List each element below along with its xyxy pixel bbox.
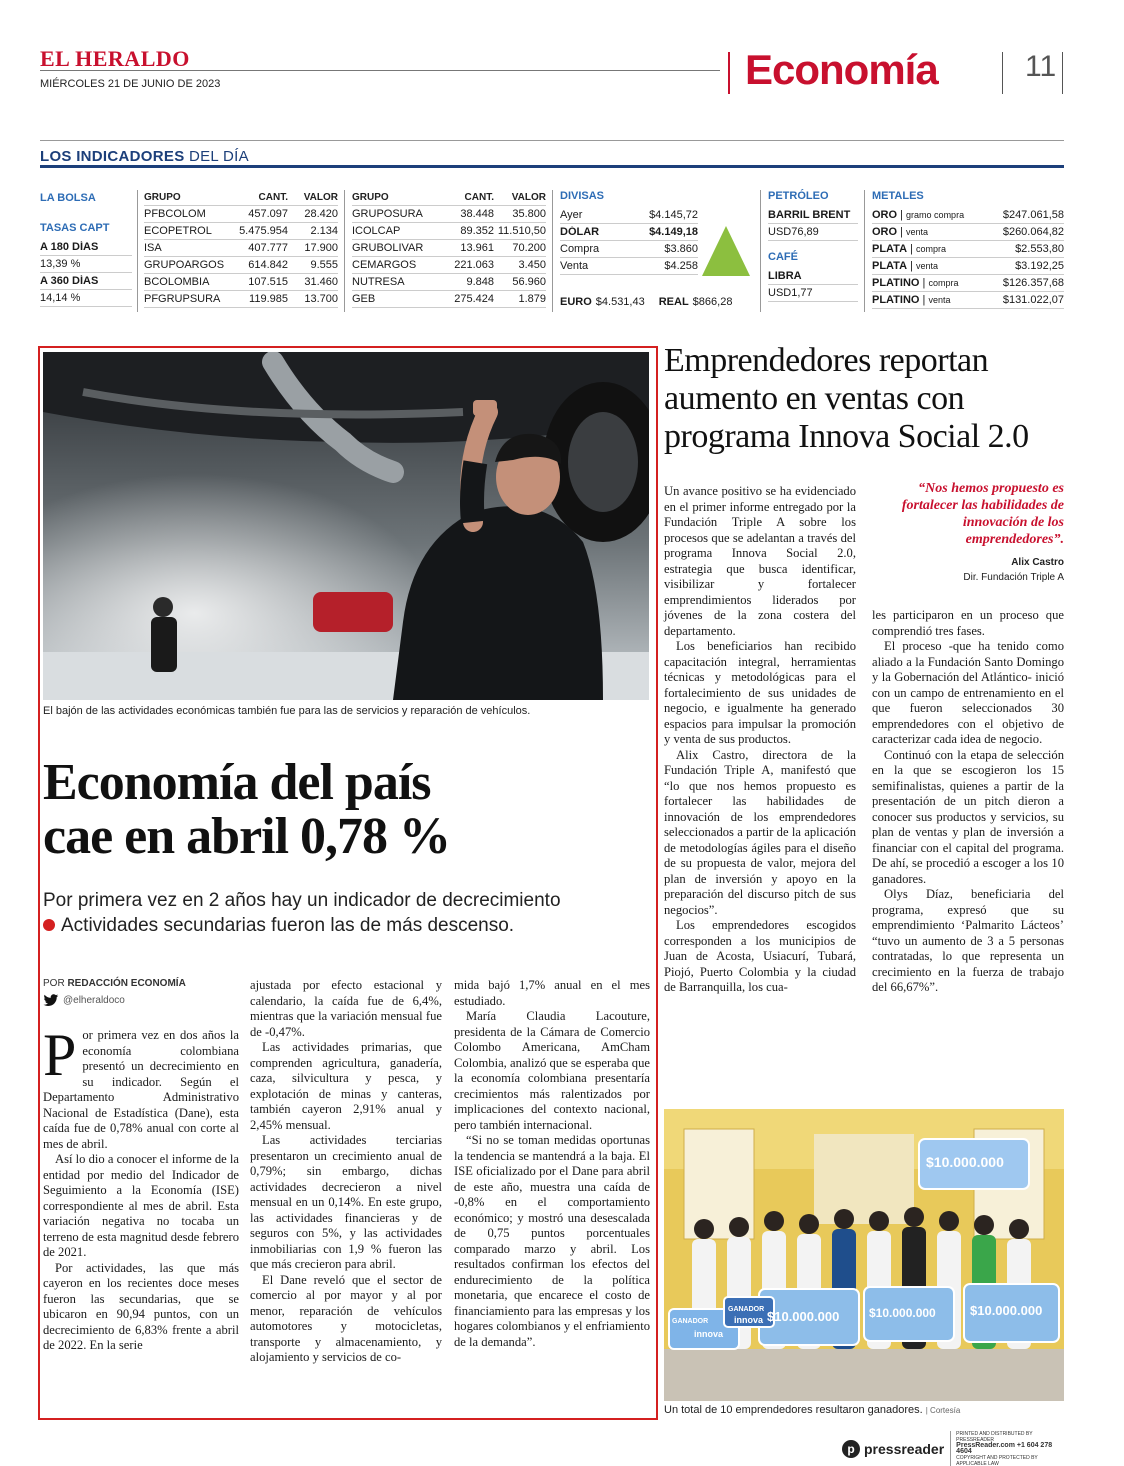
- section-divider: [728, 52, 730, 94]
- paragraph: Los emprendedores escogidos corresponden a los municipios de Juan de Acosta, Usiacurí, Tubará, Piojó, Puerto Colombia y la ciudad de Barranquilla, los cua-: [664, 918, 856, 994]
- col-header: VALOR: [511, 192, 546, 203]
- metal-kind: venta: [928, 295, 951, 305]
- mechanic-photo: [43, 352, 649, 700]
- paragraph: Continuó con la etapa de selección en la que se escogieron los 15 semifinalistas, quienes a partir de la presentación de un pitch dieron a conocer sus productos y servicios, su plan de ventas y plan de inversión a financiar con el capital del programa. De ahí, se procedió a escoger a los 10 ganadores.: [872, 747, 1064, 886]
- bolsa-column: [40, 190, 132, 307]
- metal-label: [872, 277, 1003, 289]
- paragraph: ajustada por efecto estacional y calendario, la caída fue de 6,4%, mientras que la variación mensual fue de -0,47%.: [250, 978, 442, 1039]
- metales-column: [872, 190, 1064, 309]
- pressreader-footer[interactable]: [842, 1431, 1068, 1466]
- table-row: [352, 291, 546, 308]
- metal-value: $126.357,68: [1002, 277, 1064, 289]
- column-divider: [344, 190, 345, 312]
- stock-cell: 13.961: [460, 242, 494, 254]
- separator: |: [907, 243, 917, 255]
- headline-line: Economía del país: [43, 754, 431, 811]
- paragraph: Un avance positivo se ha evidenciado en el primer informe entregado por la Fundación Triple A sobre los procesos que se adelantan a través del programa Innova Social 2.0, estrategia que busca identificar, visibilizar y fortalecer emprendimientos liderados por jóvenes de la zona costera del departamento.: [664, 484, 856, 638]
- stock-cell: GRUBOLIVAR: [352, 242, 424, 254]
- euro-label: EURO: [560, 296, 592, 308]
- table-row: [144, 274, 338, 291]
- tasa-value: 14,14 %: [40, 292, 81, 304]
- separator: |: [907, 260, 917, 272]
- stocks-table-2: [352, 190, 546, 308]
- byline-prefix: POR: [43, 978, 68, 989]
- check-amount: $10.000.000: [767, 1309, 840, 1324]
- stock-cell: 2.134: [310, 225, 338, 237]
- col-header: GRUPO: [352, 192, 389, 203]
- paragraph: El proceso -que ha tenido como aliado a la Fundación Santo Domingo y la Gobernación del Atlántico- inició con un campo de entrenamiento en el que fueron seleccionados 30 emprendedores con el objetivo de caracterizar cada idea de negocio.: [872, 639, 1064, 746]
- divisas-title: DIVISAS: [560, 190, 605, 202]
- petroleo-value: USD76,89: [768, 226, 819, 238]
- real-label: REAL: [658, 296, 689, 308]
- metal-row: [872, 207, 1064, 224]
- separator: |: [919, 294, 929, 306]
- stock-cell: 614.842: [248, 259, 288, 271]
- metal-row: [872, 224, 1064, 241]
- paragraph: El Dane reveló que el sector de comercio al por mayor y al por menor, reparación de vehículos automotores y motocicletas, transporte y almacenamiento, y alojamiento y servicios de co-: [250, 1272, 442, 1364]
- main-col-3: [454, 978, 650, 1350]
- paragraph: Las actividades terciarias presentaron un crecimiento anual de 0,79%; sin embargo, dichas actividades decrecieron a nivel mensual en un 0,14%. En este grupo, las actividades financieras y de seguros con 5%, y las actividades inmobiliarias con 1,9 % fueron las que más crecieron para abril.: [250, 1133, 442, 1271]
- stock-cell: 3.450: [518, 259, 546, 271]
- paragraph: les participaron en un proceso que comprendió tres fases.: [872, 608, 1064, 638]
- indicators-divider: [40, 140, 1064, 141]
- indicators-panel: [40, 140, 1064, 315]
- subhead-line: Por primera vez en 2 años hay un indicador de decrecimiento: [43, 890, 561, 911]
- tasas-title: TASAS CAPT: [40, 222, 110, 234]
- metal-name: PLATA: [872, 243, 908, 255]
- tasa-label: A 360 DÍAS: [40, 275, 99, 287]
- winners-photo: [664, 1109, 1064, 1401]
- separator: |: [897, 226, 907, 238]
- table-row: [144, 291, 338, 308]
- paragraph: or primera vez en dos años la economía colombiana presentó un decrecimiento en su indicador. Según el Departamento Administrativo Nacional de Estadística (Dane), esta caída fue de 0,78% anual con corte al mes de abril.: [43, 1028, 239, 1151]
- table-row: [352, 257, 546, 274]
- metales-title: METALES: [872, 190, 924, 202]
- headline-line: cae en abril 0,78 %: [43, 808, 451, 865]
- main-headline: [43, 756, 643, 864]
- petroleo-title: PETRÓLEO: [768, 190, 829, 202]
- metal-name: ORO: [872, 209, 898, 221]
- metal-value: $2.553,80: [1015, 243, 1064, 255]
- metal-kind: venta: [906, 227, 929, 237]
- divisa-label: DÓLAR: [560, 226, 600, 238]
- metal-kind: compra: [928, 278, 959, 288]
- pressreader-p-icon: p: [842, 1440, 860, 1458]
- subhead-line: Actividades secundarias fueron las de más descenso.: [61, 915, 515, 936]
- table-row: [144, 240, 338, 257]
- mechanic-photo-illustration: [43, 352, 649, 700]
- masthead-divider: [40, 70, 720, 71]
- table-row: [352, 206, 546, 223]
- main-col-2: [250, 978, 442, 1366]
- metal-value: $260.064,82: [1002, 226, 1064, 238]
- stock-cell: PFGRUPSURA: [144, 293, 221, 305]
- metal-row: [872, 258, 1064, 275]
- metal-label: [872, 260, 1015, 272]
- fine-line: COPYRIGHT AND PROTECTED BY APPLICABLE LAW: [956, 1455, 1038, 1466]
- metal-name: PLATINO: [872, 277, 920, 289]
- stock-cell: 221.063: [454, 259, 494, 271]
- winners-caption: [664, 1404, 960, 1416]
- photo-caption: El bajón de las actividades económicas también fue para las de servicios y reparación de vehículos.: [43, 705, 531, 717]
- paragraph: Olys Díaz, beneficiaria del programa, expresó que su emprendimiento ‘Palmarito Lácteos’ “tuvo un aumento de 3 a 5 personas contratadas, lo que representa un crecimiento en la fuerza de trabajo del 66,67%”.: [872, 887, 1064, 994]
- stock-cell: GRUPOSURA: [352, 208, 423, 220]
- byline-author: REDACCIÓN ECONOMÍA: [67, 978, 186, 989]
- paragraph: Alix Castro, directora de la Fundación Triple A, manifestó que “lo que nos hemos propuesto es fortalecer las habilidades de innovación de los emprendedores seleccionados a partir de la aplicación de metodologías ágiles para el diseño de su propuesta de valor, mejora del plan de inversión y apoyo en la preparación del discurso pitch de sus negocios”.: [664, 747, 856, 917]
- stock-cell: 9.848: [466, 276, 494, 288]
- metal-label: [872, 226, 1003, 238]
- winner-label: GANADOR: [728, 1306, 765, 1313]
- col-header: CANT.: [464, 192, 494, 203]
- stock-cell: 38.448: [460, 208, 494, 220]
- column-divider: [760, 190, 761, 312]
- paragraph: “Si no se toman medidas oportunas la tendencia se mantendrá a la baja. El ISE oficializado por el Dane para abril de este año, muestra una caída de -0,8% en el comportamiento económico; y mostró una desescalada de 0,75 puntos porcentuales comparado marzo y abril. Los resultados confirman los efectos del endurecimiento de la política monetaria, que encarece el costo de financiamiento para las empresas y los hogares colombianos y el enfriamiento de la demanda”.: [454, 1133, 650, 1349]
- euro-value: $4.531,43: [595, 296, 645, 308]
- divisa-label: Compra: [560, 243, 600, 255]
- metal-row: [872, 241, 1064, 258]
- separator: |: [919, 277, 929, 289]
- winner-label: GANADOR: [672, 1318, 709, 1325]
- fine-line: PRINTED AND DISTRIBUTED BY PRESSREADER: [956, 1431, 1033, 1443]
- divisa-label: Ayer: [560, 209, 583, 221]
- stock-cell: 5.475.954: [239, 225, 288, 237]
- pull-quote: “Nos hemos propuesto es fortalecer las habilidades de innovación de los emprendedores”.: [901, 481, 1064, 547]
- paragraph: mida bajó 1,7% anual en el mes estudiado.: [454, 978, 650, 1008]
- check-amount: $10.000.000: [869, 1306, 936, 1320]
- stock-cell: ISA: [144, 242, 162, 254]
- metal-row: [872, 292, 1064, 309]
- paragraph: Así lo dio a conocer el informe de la entidad por medio del Indicador de Seguimiento a la Economía (ISE) correspondiente al mes de abril. Esta variación negativa no tocaba un terreno de esta magnitud desde febrero de 2021.: [43, 1152, 239, 1259]
- divisas-column: [560, 190, 752, 308]
- column-divider: [552, 190, 553, 312]
- metal-name: ORO: [872, 226, 898, 238]
- table-row: [144, 223, 338, 240]
- twitter-handle-text: @elheraldoco: [63, 995, 125, 1006]
- pressreader-fine-print: [950, 1431, 1068, 1466]
- stock-cell: 31.460: [304, 276, 338, 288]
- table-row: [144, 257, 338, 274]
- indicators-title-rest: DEL DÍA: [184, 148, 249, 165]
- stock-cell: GEB: [352, 293, 376, 305]
- dropcap: P: [43, 1022, 77, 1088]
- paper-name: EL HERALDO: [40, 46, 190, 71]
- brand-label: innova: [734, 1315, 764, 1325]
- separator: |: [897, 209, 907, 221]
- table-row: [352, 274, 546, 291]
- check-amount: $10.000.000: [970, 1303, 1043, 1318]
- cafe-title: CAFÉ: [768, 251, 798, 263]
- main-subhead: [43, 888, 653, 938]
- twitter-handle[interactable]: [43, 994, 125, 1007]
- stock-cell: 35.800: [512, 208, 546, 220]
- metal-value: $247.061,58: [1002, 209, 1064, 221]
- metal-kind: venta: [916, 261, 939, 271]
- section-divider: [1002, 52, 1003, 94]
- issue-date: MIÉRCOLES 21 DE JUNIO DE 2023: [40, 78, 221, 90]
- divisa-value: $4.145,72: [649, 209, 698, 221]
- col-header: CANT.: [258, 192, 288, 203]
- cafe-value: USD1,77: [768, 287, 813, 299]
- side-col-2: [872, 608, 1064, 996]
- stock-cell: 407.777: [248, 242, 288, 254]
- quote-author: Alix Castro: [1011, 557, 1064, 568]
- metal-row: [872, 275, 1064, 292]
- metal-name: PLATINO: [872, 294, 920, 306]
- stock-cell: ICOLCAP: [352, 225, 401, 237]
- metal-label: [872, 294, 1003, 306]
- cafe-label: LIBRA: [768, 270, 802, 282]
- main-article: [38, 346, 658, 1420]
- divisa-value: $3.860: [664, 243, 698, 255]
- divisa-value: $4.149,18: [649, 226, 698, 238]
- indicators-title-bold: LOS INDICADORES: [40, 148, 185, 165]
- section-divider: [1062, 52, 1063, 94]
- stock-cell: 1.879: [518, 293, 546, 305]
- page-number: 11: [1025, 50, 1057, 83]
- table-row: [352, 240, 546, 257]
- column-divider: [137, 190, 138, 312]
- stock-cell: 28.420: [304, 208, 338, 220]
- main-col-1: [43, 1022, 239, 1354]
- side-col-1: [664, 484, 856, 996]
- paragraph: Las actividades primarias, que comprenden agricultura, ganadería, caza, silvicultura y pesca, y explotación de minas y canteras, también cayeron 2,91% anual y 2,45% mensual.: [250, 1040, 442, 1132]
- caption-text: Un total de 10 emprendedores resultaron ganadores.: [664, 1404, 923, 1416]
- twitter-bird-icon: [43, 994, 59, 1007]
- metal-name: PLATA: [872, 260, 908, 272]
- tasa-value: 13,39 %: [40, 258, 81, 270]
- quote-role: Dir. Fundación Triple A: [963, 572, 1064, 583]
- side-headline: Emprendedores reportan aumento en ventas con programa Innova Social 2.0: [664, 342, 1029, 455]
- divisa-label: Venta: [560, 260, 589, 272]
- byline: [43, 978, 186, 989]
- brand-label: innova: [694, 1329, 724, 1339]
- metal-kind: gramo compra: [906, 210, 965, 220]
- check-amount: $10.000.000: [926, 1154, 1004, 1170]
- metal-kind: compra: [916, 244, 947, 254]
- stock-cell: 13.700: [304, 293, 338, 305]
- col-header: GRUPO: [144, 192, 181, 203]
- metal-label: [872, 209, 1003, 221]
- stock-cell: PFBCOLOM: [144, 208, 206, 220]
- stock-cell: 70.200: [512, 242, 546, 254]
- stock-cell: 17.900: [304, 242, 338, 254]
- tasa-label: A 180 DÍAS: [40, 241, 99, 253]
- winners-photo-illustration: [664, 1109, 1064, 1401]
- column-divider: [864, 190, 865, 312]
- stock-cell: 89.352: [460, 225, 494, 237]
- metal-value: $3.192,25: [1015, 260, 1064, 272]
- divisa-value: $4.258: [664, 260, 698, 272]
- stock-cell: BCOLOMBIA: [144, 276, 210, 288]
- masthead: [40, 46, 1070, 106]
- paragraph: Los beneficiarios han recibido capacitación integral, herramientas técnicas y metodológicas para el fortalecimiento de sus unidades de negocio, e igualmente ha generado espacios para impulsar la promoción y venta de sus productos.: [664, 639, 856, 746]
- pressreader-logo: [842, 1440, 944, 1458]
- real-value: $866,28: [692, 296, 733, 308]
- photo-credit: | Cortesía: [925, 1406, 961, 1415]
- stock-cell: 275.424: [454, 293, 494, 305]
- table-row: [144, 206, 338, 223]
- stock-cell: NUTRESA: [352, 276, 405, 288]
- stock-cell: 107.515: [248, 276, 288, 288]
- metal-label: [872, 243, 1015, 255]
- stock-cell: 9.555: [310, 259, 338, 271]
- stock-cell: 457.097: [248, 208, 288, 220]
- table-row: [352, 223, 546, 240]
- col-header: VALOR: [303, 192, 338, 203]
- paragraph: Por actividades, las que más cayeron en los recientes doce meses fueron las secundarias, que se ubicaron en 90,94 puntos, con un decrecimiento de 6,83% frente a abril de 2022. En la serie: [43, 1260, 239, 1352]
- petroleo-column: [768, 190, 858, 302]
- up-triangle-icon: [700, 224, 752, 278]
- paragraph: María Claudia Lacouture, presidenta de la Cámara de Comercio Colombo Americana, AmCham Colombia, analizó que se esperaba que la economía colombiana presentaría crecimientos más ralentizados por implicaciones del contexto nacional, pero también internacional.: [454, 1009, 650, 1132]
- pressreader-logo-text: pressreader: [864, 1441, 945, 1457]
- bolsa-title: LA BOLSA: [40, 192, 96, 204]
- stock-cell: 119.985: [249, 293, 288, 305]
- metal-value: $131.022,07: [1002, 294, 1064, 306]
- bullet-icon: [43, 919, 55, 931]
- indicators-header: [40, 148, 1064, 168]
- stock-cell: 11.510,50: [497, 225, 546, 237]
- section-title: Economía: [745, 46, 938, 93]
- stock-cell: GRUPOARGOS: [144, 259, 225, 271]
- petroleo-label: BARRIL BRENT: [768, 209, 851, 221]
- fine-line: PressReader.com +1 604 278 4604: [956, 1442, 1053, 1455]
- stocks-table-1: [144, 190, 338, 308]
- stock-cell: ECOPETROL: [144, 225, 212, 237]
- stock-cell: 56.960: [512, 276, 546, 288]
- stock-cell: CEMARGOS: [352, 259, 417, 271]
